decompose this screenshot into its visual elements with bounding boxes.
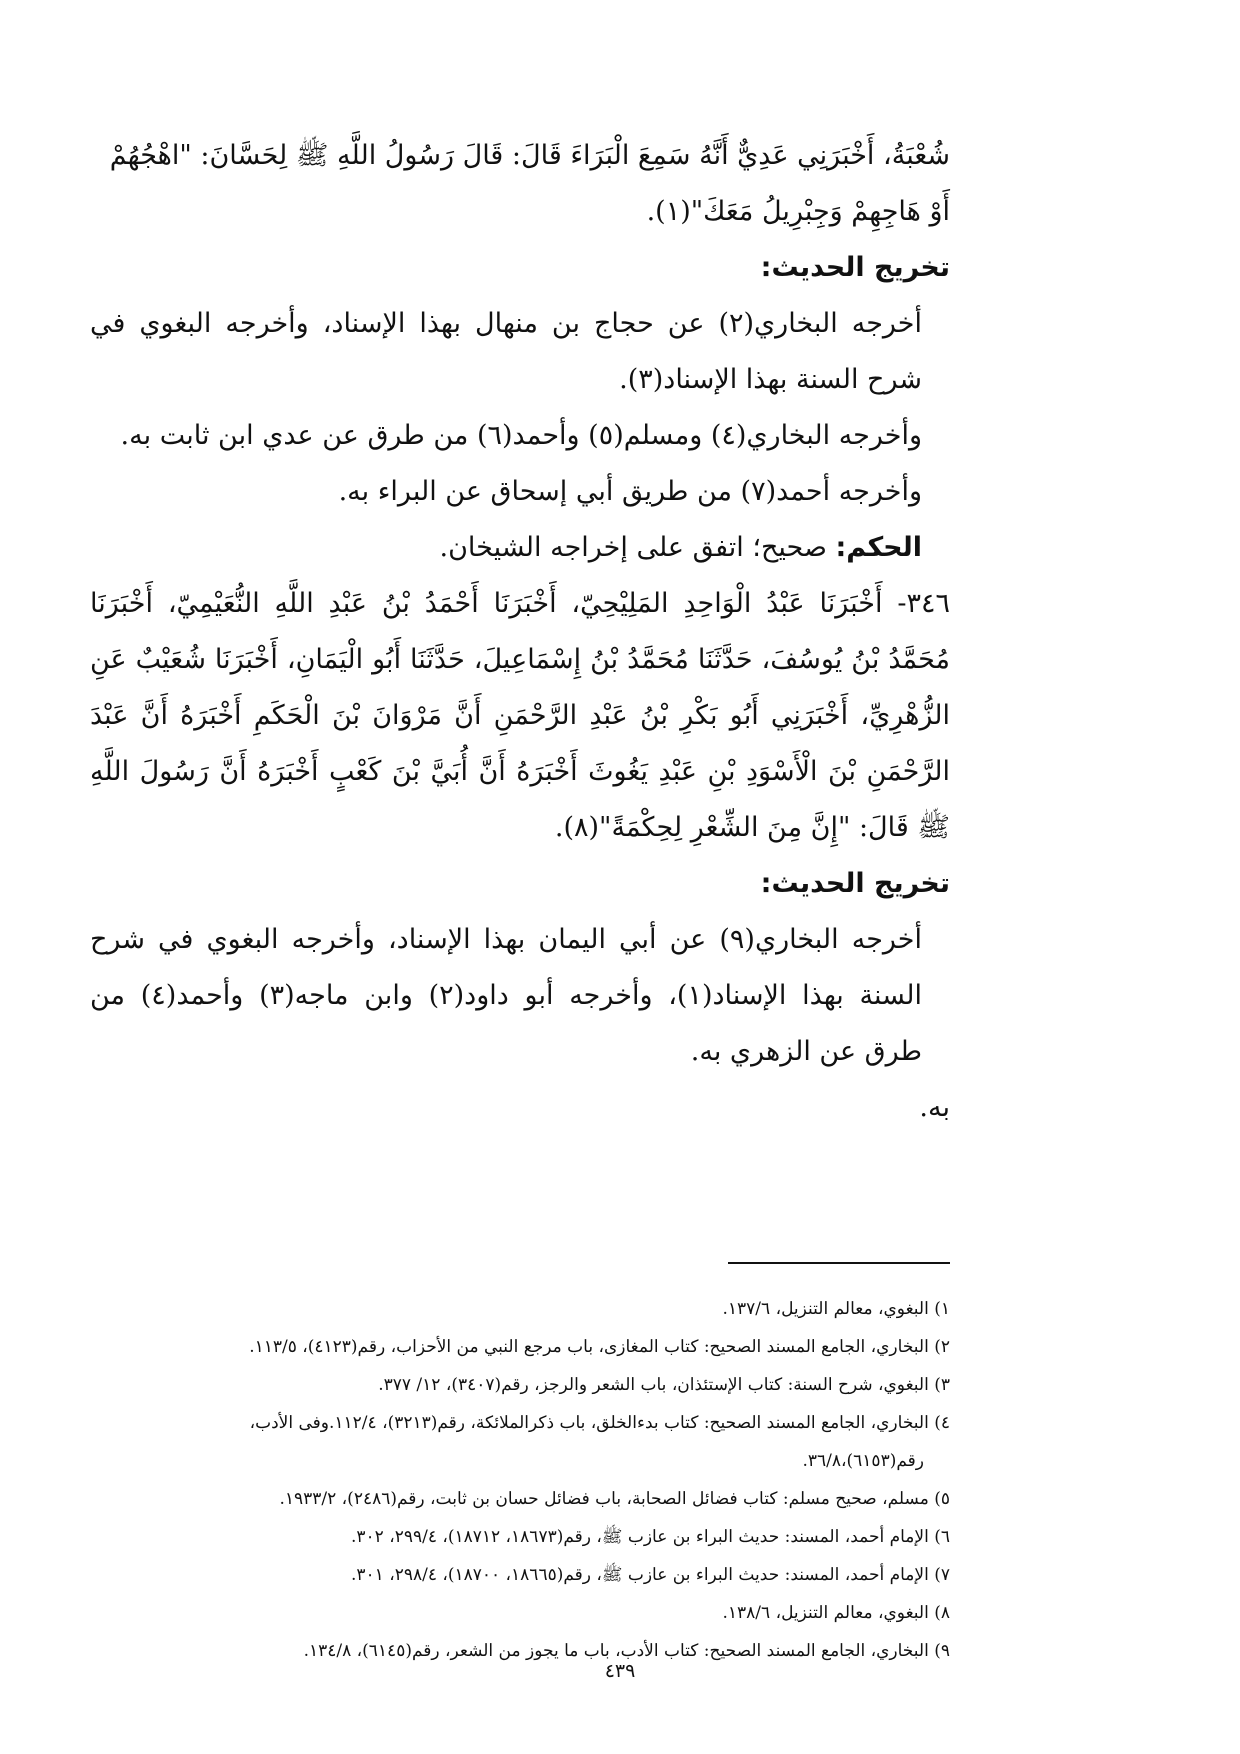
takhrij-paragraph-5: به.: [919, 1092, 950, 1123]
footnote-3: ٣) البغوي، شرح السنة: كتاب الإستئذان، باب الشعر والرجز، رقم(٣٤٠٧)، ١٢/ ٣٧٧.: [378, 1375, 950, 1395]
footnote-separator: [728, 1262, 950, 1264]
page-number: ٤٣٩: [604, 1660, 636, 1682]
footnotes: [70, 1290, 950, 1670]
footnote-7: ٧) الإمام أحمد، المسند: حديث البراء بن عازب ﷺ، رقم(١٨٦٦٥، ١٨٧٠٠)، ٢٩٨/٤، ٣٠١.: [351, 1565, 950, 1585]
footnote-5: ٥) مسلم، صحيح مسلم: كتاب فضائل الصحابة، باب فضائل حسان بن ثابت، رقم(٢٤٨٦)، ١٩٣٣/٢.: [279, 1489, 950, 1509]
footnote-1: ١) البغوي، معالم التنزيل، ١٣٧/٦.: [722, 1299, 950, 1319]
ruling-text: صحيح؛ اتفق على إخراجه الشيخان.: [439, 532, 836, 563]
hadith-346: ٣٤٦- أَخْبَرَنَا عَبْدُ الْوَاحِدِ المَلِيْحِيّ، أَخْبَرَنَا أَحْمَدُ بْنُ عَبْدِ اللَّهِ النُّعَيْمِيّ، أَخْبَرَنَا مُحَمَّدُ بْنُ يُوسُفَ، حَدَّثَنَا مُحَمَّدُ بْنُ إِسْمَاعِيلَ، حَدَّثَنَا أَبُو الْيَمَانِ، أَخْبَرَنَا شُعَيْبٌ عَنِ الزُّهْرِيِّ، أَخْبَرَنِي أَبُو بَكْرِ بْنُ عَبْدِ الرَّحْمَنِ أَنَّ مَرْوَانَ بْنَ الْحَكَمِ أَخْبَرَهُ أَنَّ عَبْدَ الرَّحْمَنِ بْنَ الْأَسْوَدِ بْنِ عَبْدِ يَغُوثَ أَخْبَرَهُ أَنَّ أُبَيَّ بْنَ كَعْبٍ أَخْبَرَهُ أَنَّ رَسُولَ اللَّهِ ﷺ قَالَ: "إِنَّ مِنَ الشِّعْرِ لِحِكْمَةً"(٨).: [90, 588, 950, 843]
section-heading-takhrij-1: تخريج الحديث:: [760, 252, 950, 283]
section-heading-takhrij-2: تخريج الحديث:: [760, 868, 950, 899]
takhrij-paragraph-3: وأخرجه أحمد(٧) من طريق أبي إسحاق عن البراء به.: [338, 476, 922, 507]
ruling-label: الحكم:: [835, 532, 922, 563]
takhrij-paragraph-2: وأخرجه البخاري(٤) ومسلم(٥) وأحمد(٦) من طرق عن عدي ابن ثابت به.: [120, 420, 922, 451]
footnote-9: ٩) البخاري، الجامع المسند الصحيح: كتاب الأدب، باب ما يجوز من الشعر، رقم(٦١٤٥)، ١٣٤/٨.: [303, 1641, 950, 1661]
footnote-6: ٦) الإمام أحمد، المسند: حديث البراء بن عازب ﷺ، رقم(١٨٦٧٣، ١٨٧١٢)، ٢٩٩/٤، ٣٠٢.: [351, 1527, 950, 1547]
main-text: [90, 128, 950, 1136]
footnote-4: ٤) البخاري، الجامع المسند الصحيح: كتاب بدءالخلق، باب ذكرالملائكة، رقم(٣٢١٣)، ١١٢/٤.وفى الأدب،: [249, 1413, 950, 1433]
ruling: [90, 520, 950, 576]
footnote-8: ٨) البغوي، معالم التنزيل، ١٣٨/٦.: [722, 1603, 950, 1623]
takhrij-paragraph-4: أخرجه البخاري(٩) عن أبي اليمان بهذا الإسناد، وأخرجه البغوي في شرح السنة بهذا الإسناد(١)، وأخرجه أبو داود(٢) وابن ماجه(٣) وأحمد(٤) من طرق عن الزهري به.: [90, 924, 922, 1067]
footnote-4-continued: رقم(٦١٥٣)،٣٦/٨.: [802, 1451, 924, 1471]
footnote-2: ٢) البخاري، الجامع المسند الصحيح: كتاب المغازى، باب مرجع النبي من الأحزاب، رقم(٤١٢٣)، ١١٣/٥.: [249, 1337, 950, 1357]
hadith-line-2: أَوْ هَاجِهِمْ وَجِبْرِيلُ مَعَكَ"(١).: [646, 196, 950, 227]
hadith-line-1: شُعْبَةُ، أَخْبَرَنِي عَدِيٌّ أَنَّهُ سَمِعَ الْبَرَاءَ قَالَ: قَالَ رَسُولُ اللَّهِ ﷺ لِحَسَّانَ: "اهْجُهُمْ: [109, 140, 950, 171]
takhrij-paragraph-1: أخرجه البخاري(٢) عن حجاج بن منهال بهذا الإسناد، وأخرجه البغوي في شرح السنة بهذا الإسناد(٣).: [90, 308, 923, 395]
